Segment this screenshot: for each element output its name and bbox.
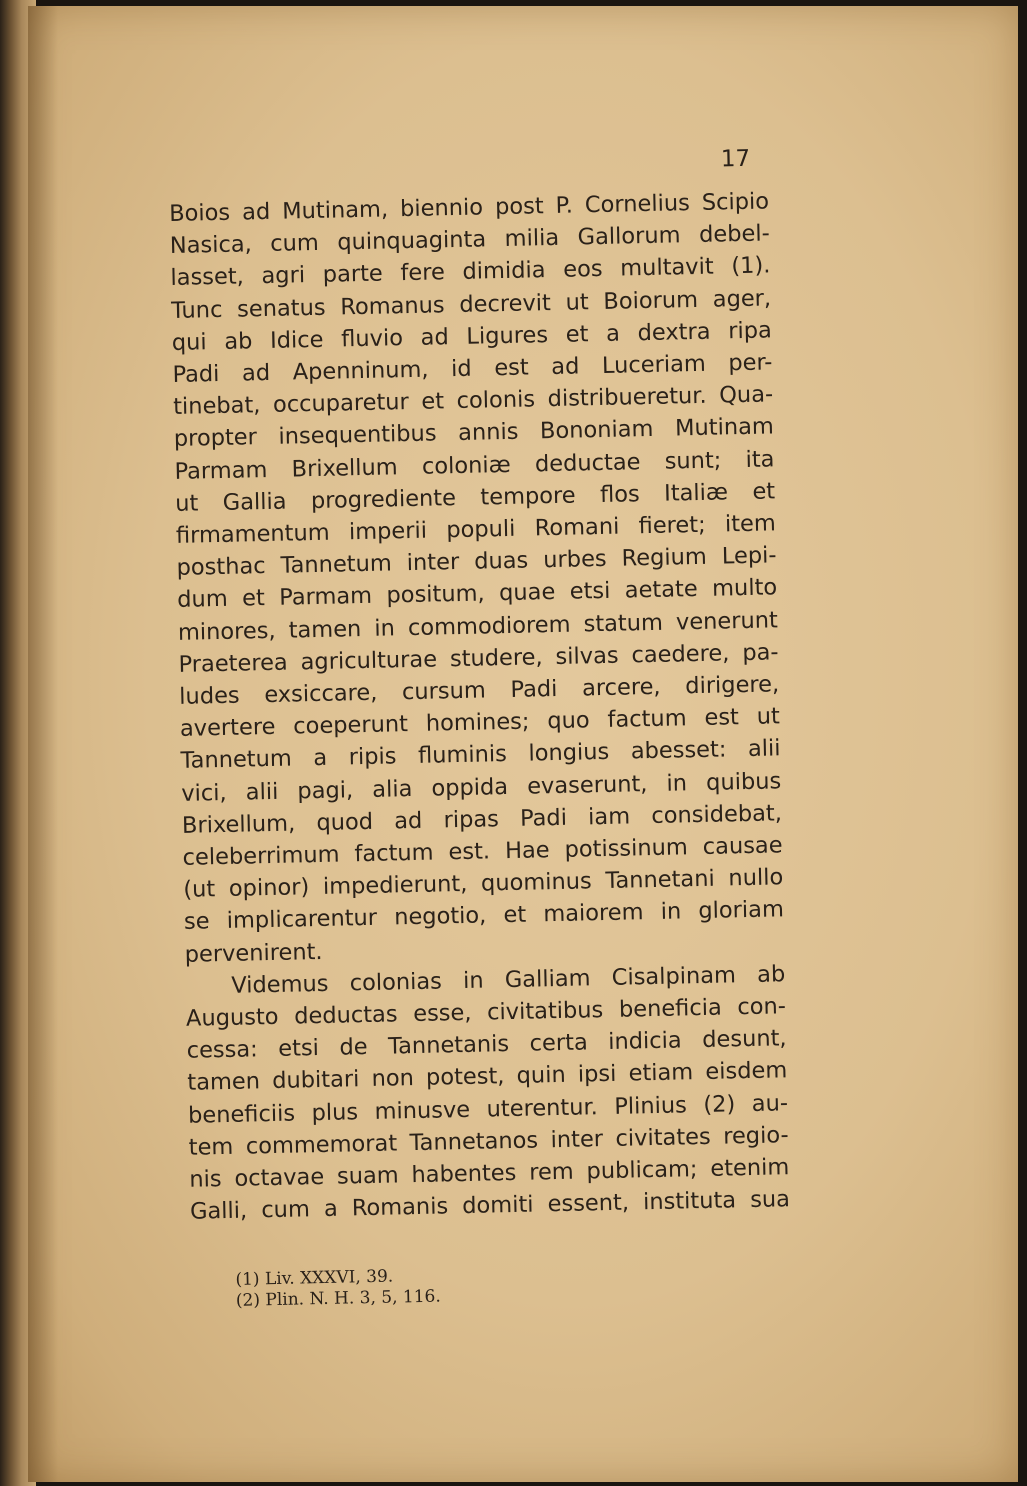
text-line: tinebat, occuparetur et colonis distribueretur. Qua-	[172, 381, 774, 421]
text-line: beneficiis plus minusve uterentur. Plinius (2) au-	[187, 1089, 789, 1129]
text-line: lasset, agri parte fere dimidia eos multavit (1).	[170, 252, 771, 292]
text-line: nis octavae suam habentes rem publicam; etenim	[189, 1154, 790, 1193]
text-line: Augusto deductas esse, civitatibus beneficia con-	[185, 993, 787, 1032]
text-line: celeberrimum factum est. Hae potissinum causae	[182, 832, 783, 871]
text-line: Brixellum, quod ad ripas Padi iam considebat,	[181, 800, 783, 839]
text-line: posthac Tannetum inter duas urbes Regium Lepi-	[176, 542, 777, 582]
text-line: Praeterea agriculturae studere, silvas caedere, pa-	[178, 639, 779, 678]
text-line: Nasica, cum quinquaginta milia Gallorum debel-	[169, 220, 770, 260]
text-line: ut Gallia progrediente tempore flos Italiæ et	[174, 478, 776, 517]
text-line: vici, alii pagi, alia oppida evaserunt, in quibus	[181, 767, 782, 807]
text-line: se implicarentur negotio, et maiorem in gloriam	[183, 896, 785, 936]
page-number: 17	[720, 145, 751, 173]
text-line: Galli, cum a Romanis domiti essent, instituta sua	[189, 1186, 791, 1226]
text-line: propter insequentibus annis Bononiam Mutinam	[173, 413, 775, 453]
body-text	[169, 185, 790, 1228]
text-line: ludes exsiccare, cursum Padi arcere, dirigere,	[179, 671, 780, 710]
text-line: Tunc senatus Romanus decrevit ut Boiorum ager,	[170, 285, 772, 324]
text-line: Parmam Brixellum coloniæ deductae sunt; ita	[174, 445, 775, 485]
footnote: (2) Plin. N. H. 3, 5, 116.	[235, 1286, 441, 1311]
text-line: Boios ad Mutinam, biennio post P. Cornelius Scipio	[168, 188, 770, 227]
text-line: avertere coeperunt homines; quo factum est ut	[179, 703, 781, 743]
text-block	[168, 145, 792, 1312]
text-line: Tannetum a ripis fluminis longius abesset: alii	[180, 735, 781, 775]
text-line: minores, tamen in commodiorem statum venerunt	[177, 606, 779, 646]
page-gutter-shadow	[28, 6, 58, 1482]
text-line: Padi ad Apenninum, id est ad Luceriam per-	[172, 349, 773, 388]
text-line: pervenirent.	[184, 938, 323, 968]
text-line: Videmus colonias in Galliam Cisalpinam ab	[231, 961, 786, 999]
text-line: (ut opinor) impedierunt, quominus Tannetani nullo	[183, 864, 784, 904]
text-line: tamen dubitari non potest, quin ipsi etiam eisdem	[187, 1057, 788, 1097]
text-line: firmamentum imperii populi Romani fieret; item	[175, 510, 777, 549]
text-line: qui ab Idice fluvio ad Ligures et a dextra ripa	[171, 317, 773, 356]
footnote: (1) Liv. XXXVI, 39.	[235, 1266, 394, 1290]
text-line: tem commemorat Tannetanos inter civitates regio-	[188, 1122, 789, 1161]
text-line: dum et Parmam positum, quae etsi aetate multo	[176, 574, 778, 614]
text-line: cessa: etsi de Tannetanis certa indicia desunt,	[186, 1025, 787, 1065]
